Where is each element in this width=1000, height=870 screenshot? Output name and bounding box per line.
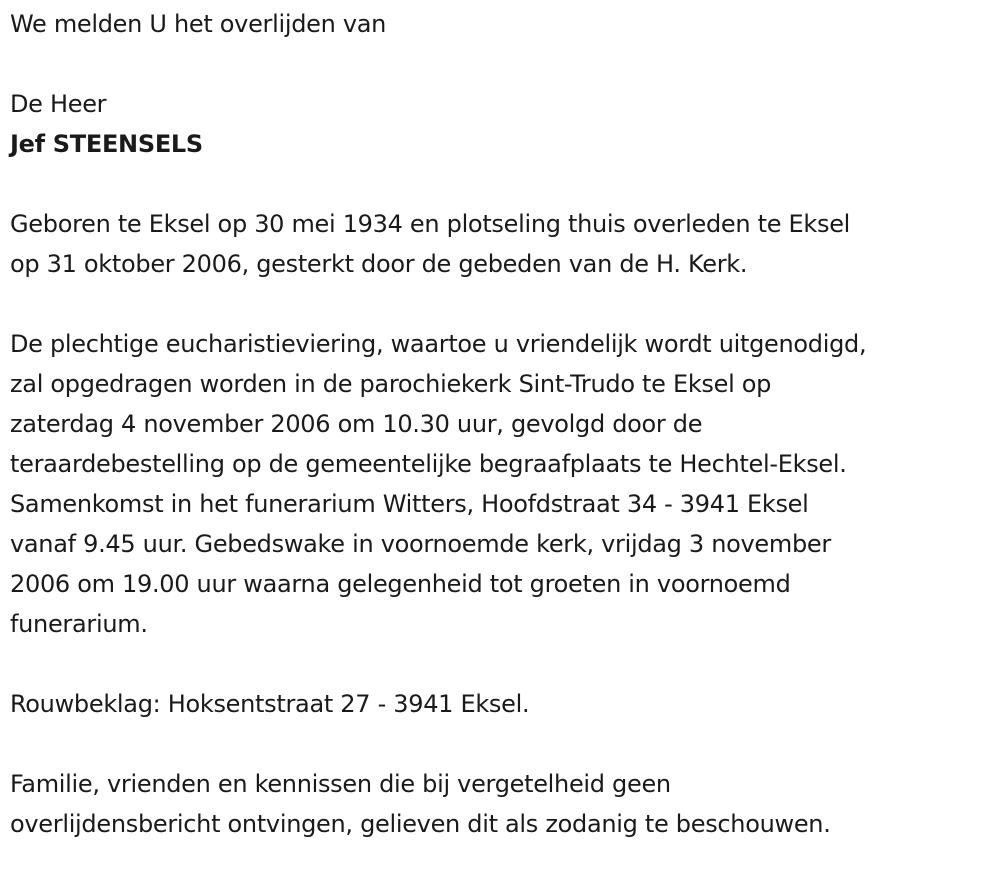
death-notice [10, 4, 995, 844]
paragraph-line: Samenkomst in het funerarium Witters, Hoofdstraat 34 - 3941 Eksel [10, 490, 809, 518]
paragraph-line: zaterdag 4 november 2006 om 10.30 uur, gevolgd door de [10, 410, 703, 438]
spacer [10, 164, 995, 204]
paragraph-line: vanaf 9.45 uur. Gebedswake in voornoemde kerk, vrijdag 3 november [10, 530, 831, 558]
honorific: De Heer [10, 90, 107, 118]
paragraph-line: Geboren te Eksel op 30 mei 1934 en plotseling thuis overleden te Eksel [10, 210, 851, 238]
paragraph-line: overlijdensbericht ontvingen, gelieven dit als zodanig te beschouwen. [10, 810, 831, 838]
paragraph-line: funerarium. [10, 610, 148, 638]
paragraph-line: op 31 oktober 2006, gesterkt door de gebeden van de H. Kerk. [10, 250, 748, 278]
spacer [10, 724, 995, 764]
paragraph-line: 2006 om 19.00 uur waarna gelegenheid tot groeten in voornoemd [10, 570, 791, 598]
paragraph-line: zal opgedragen worden in de parochiekerk Sint-Trudo te Eksel op [10, 370, 772, 398]
paragraph-line: teraardebestelling op de gemeentelijke begraafplaats te Hechtel-Eksel. [10, 450, 847, 478]
spacer [10, 644, 995, 684]
ceremony-paragraph [10, 324, 995, 644]
paragraph-line: Familie, vrienden en kennissen die bij vergetelheid geen [10, 770, 671, 798]
deceased-name: Jef STEENSELS [10, 130, 203, 158]
birth-death-paragraph [10, 204, 995, 284]
paragraph-line: De plechtige eucharistieviering, waartoe u vriendelijk wordt uitgenodigd, [10, 330, 867, 358]
spacer [10, 284, 995, 324]
spacer [10, 44, 995, 84]
closing-paragraph [10, 764, 995, 844]
condolence-address: Rouwbeklag: Hoksentstraat 27 - 3941 Eksel. [10, 690, 530, 718]
intro-text: We melden U het overlijden van [10, 10, 387, 38]
